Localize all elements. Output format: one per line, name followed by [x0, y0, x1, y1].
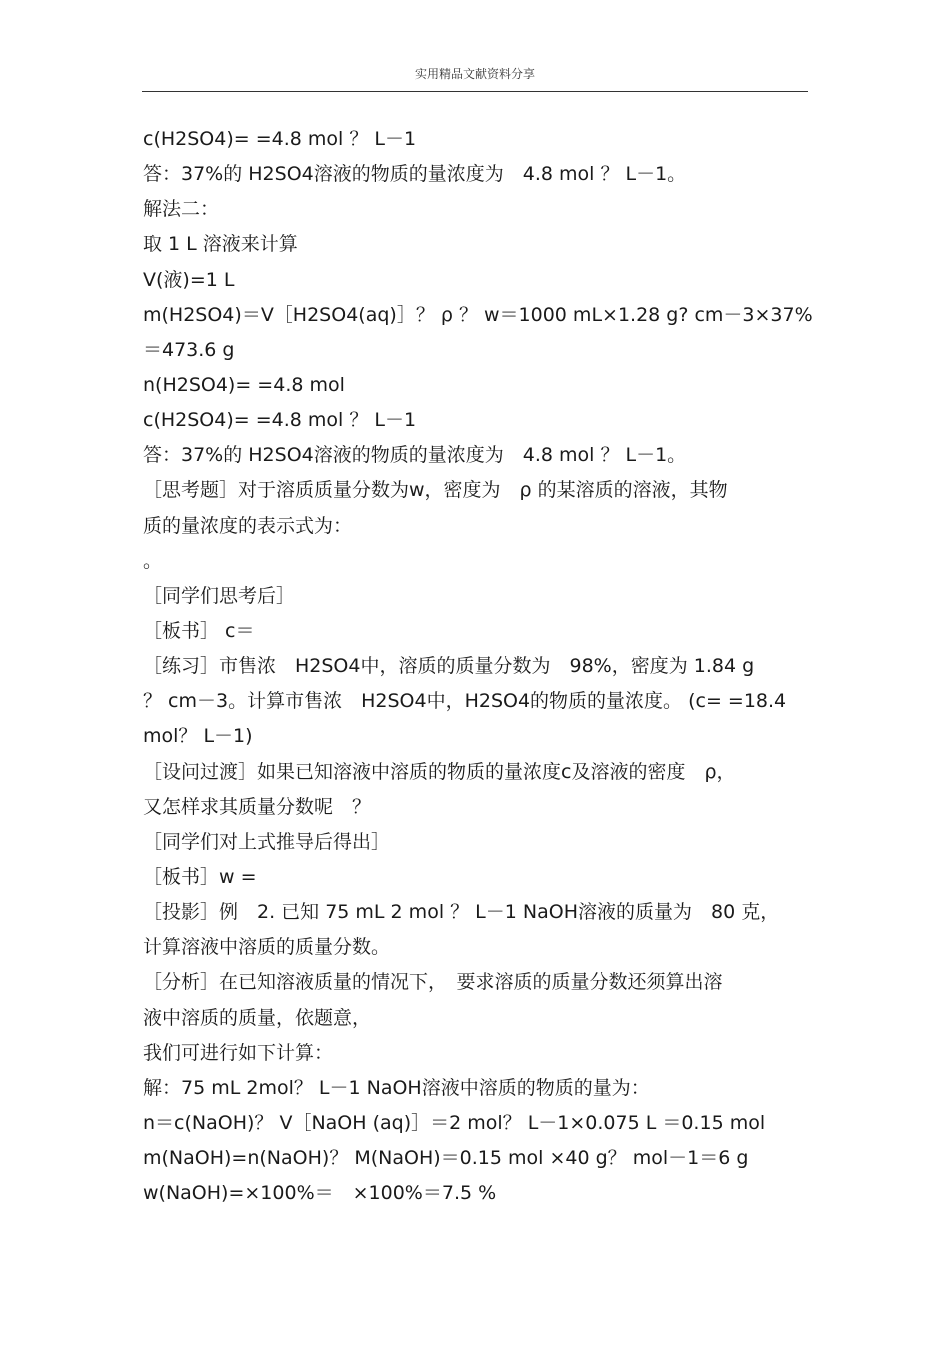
text-line: 我们可进行如下计算： [143, 1041, 334, 1064]
text-line: 质的量浓度的表示式为： [143, 514, 353, 537]
text-line: c(H2SO4)= =4.8 mol ？ L－1 [143, 409, 417, 432]
document-body [143, 122, 833, 1211]
text-line: ＝473.6 g [143, 338, 235, 361]
text-line: c(H2SO4)= =4.8 mol ？ L－1 [143, 128, 417, 150]
header-rule [142, 91, 808, 92]
text-line: 解法二： [143, 198, 220, 221]
text-line: m(H2SO4)＝V［H2SO4(aq)］？ ρ ？ w＝1000 mL×1.28 g? cm－3×37% [143, 303, 813, 326]
text-line: 。 [143, 549, 163, 572]
text-line: ［练习］市售浓 H2SO4中，溶质的质量分数为 98%，密度为 1.84 g [143, 655, 755, 678]
text-line: 又怎样求其质量分数呢 ？ [143, 795, 372, 818]
text-line: 液中溶质的质量，依题意， [143, 1006, 372, 1029]
text-line: ？ cm－3。计算市售浓 H2SO4中，H2SO4的物质的量浓度。 (c= =18.4 [143, 690, 787, 713]
text-line: 计算溶液中溶质的质量分数。 [143, 936, 391, 959]
text-line: 答：37%的 H2SO4溶液的物质的量浓度为 4.8 mol ？ L－1。 [143, 444, 687, 467]
text-line: ［思考题］对于溶质质量分数为w，密度为 ρ 的某溶质的溶液，其物 [143, 479, 728, 502]
text-line: ［投影］例 2. 已知 75 mL 2 mol ？ L－1 NaOH溶液的质量为 80 克， [143, 901, 780, 924]
text-line: mol？ L－1) [143, 725, 253, 748]
text-line: ［板书］ c＝ [143, 619, 255, 642]
text-line: ［同学们对上式推导后得出］ [143, 830, 391, 853]
text-line: n＝c(NaOH)？ V［NaOH (aq)］＝2 mol？ L－1×0.075 L ＝0.15 mol [143, 1111, 766, 1134]
text-line: 取 1 L 溶液来计算 [143, 233, 298, 256]
text-line: ［设问过渡］如果已知溶液中溶质的物质的量浓度c及溶液的密度 ρ， [143, 760, 736, 783]
text-line: V(液)=1 L [143, 268, 235, 291]
text-line: n(H2SO4)= =4.8 mol [143, 373, 345, 396]
text-line: 答：37%的 H2SO4溶液的物质的量浓度为 4.8 mol ？ L－1。 [143, 163, 687, 186]
page-header: 实用精品文献资料分享 [414, 67, 535, 81]
text-line: ［同学们思考后］ [143, 584, 296, 607]
text-line: w(NaOH)=×100%＝ ×100%＝7.5 % [143, 1182, 497, 1205]
text-line: m(NaOH)=n(NaOH)？ M(NaOH)＝0.15 mol ×40 g？ mol－1＝6 g [143, 1147, 749, 1170]
text-line: 解：75 mL 2mol？ L－1 NaOH溶液中溶质的物质的量为： [143, 1076, 650, 1099]
text-line: ［板书］w = [143, 865, 257, 888]
text-line: ［分析］在已知溶液质量的情况下， 要求溶质的质量分数还须算出溶 [143, 971, 723, 994]
